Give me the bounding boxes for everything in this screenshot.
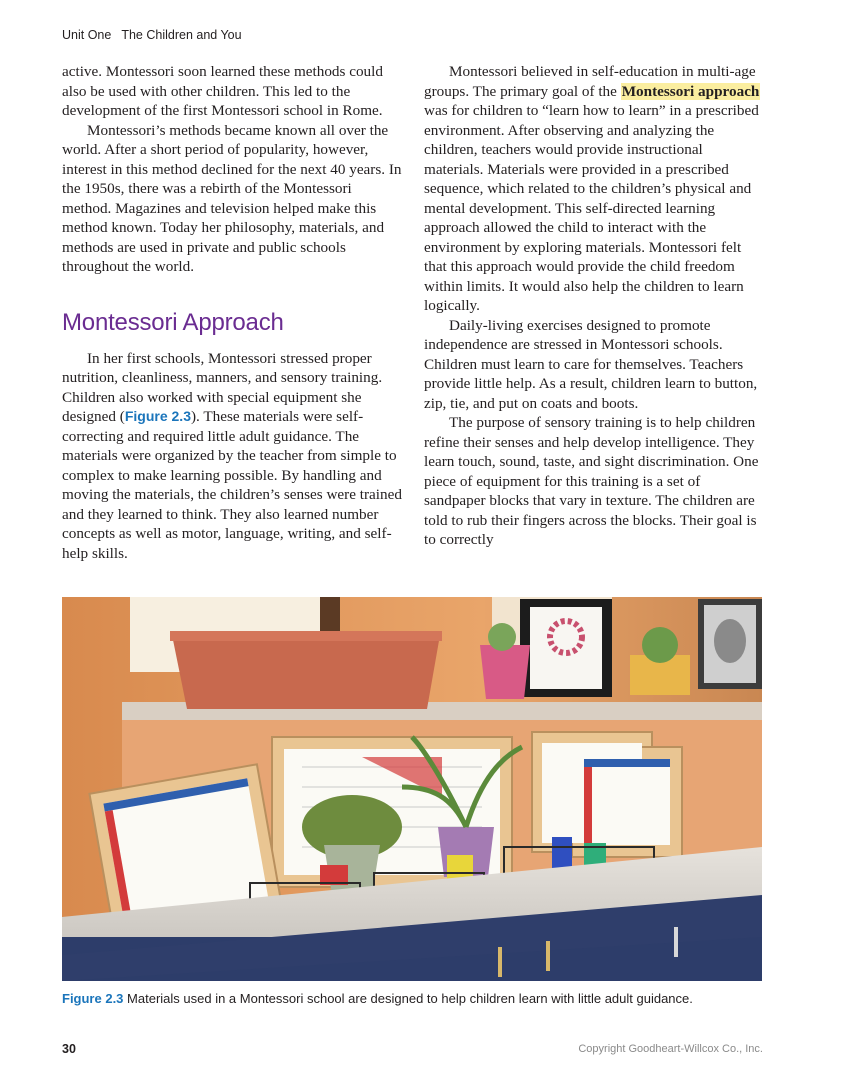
page-number: 30 bbox=[62, 1042, 76, 1056]
unit-label: Unit One bbox=[62, 28, 112, 42]
caption-text: Materials used in a Montessori school are designed to help children learn with little adult guidance. bbox=[127, 991, 693, 1006]
classroom-photo bbox=[62, 597, 762, 981]
copyright-notice: Copyright Goodheart-Willcox Co., Inc. bbox=[578, 1043, 763, 1055]
key-term: Montessori approach bbox=[621, 82, 760, 100]
running-head bbox=[62, 28, 242, 42]
paragraph: Daily-living exercises designed to promote independence are stressed in Montessori schools. Children must learn to care for themselves. Teachers provide little help. As a result, children learn to button, zip, tie, and put on coats and boots. bbox=[424, 316, 758, 412]
text-run: ). These materials were self-correcting and required little adult guidance. The materials were organized by the teacher from simple to complex to make learning possible. By handling and moving the materials, the children’s senses were trained and they learned to think. They also learned number concepts as well as motor, language, writing, and self-help skills. bbox=[62, 408, 402, 562]
paragraph bbox=[62, 349, 402, 564]
figure-label: Figure 2.3 bbox=[62, 991, 124, 1006]
text-run: was for children to “learn how to learn” in a prescribed environment. After observing and analyzing the children, teachers would provide instructional materials. Materials were provided in a prescribed sequence, which related to the children’s physical and mental development. This self-directed learning approach allowed the child to interact with the environment by exploring materials. Montessori felt that this approach would provide the child freedom within limits. It would also help the children to learn logically. bbox=[424, 102, 759, 314]
photo-illustration bbox=[62, 597, 762, 981]
paragraph bbox=[424, 62, 764, 316]
paragraph: Montessori’s methods became known all over the world. After a short period of popularity, however, interest in this method declined for the next 40 years. In the 1950s, there was a rebirth of the Montessori method. Magazines and television helped make this method known. Today her philosophy, materials, and methods are used in private and public schools throughout the world. bbox=[62, 121, 402, 275]
text-run: Montessori believed in self-education in multi-age groups. The primary goal of the bbox=[424, 63, 756, 100]
paragraph: The purpose of sensory training is to help children refine their senses and help develop intelligence. They learn touch, sound, taste, and sight discrimination. One piece of equipment for this training is a set of sandpaper blocks that vary in texture. The children are told to rub their fingers across the blocks. Their goal is to correctly bbox=[424, 414, 759, 548]
unit-title: The Children and You bbox=[121, 28, 242, 42]
figure-reference-link[interactable]: Figure 2.3 bbox=[124, 408, 191, 424]
section-heading: Montessori Approach bbox=[62, 308, 284, 336]
text-run: In her first schools, Montessori stressed proper nutrition, cleanliness, manners, and sensory training. Children also worked with special equipment she designed ( bbox=[62, 349, 383, 425]
paragraph: active. Montessori soon learned these methods could also be used with other children. This led to the development of the first Montessori school in Rome. bbox=[62, 63, 383, 119]
left-column bbox=[62, 62, 402, 563]
figure-caption bbox=[62, 991, 782, 1006]
right-column bbox=[424, 62, 764, 550]
